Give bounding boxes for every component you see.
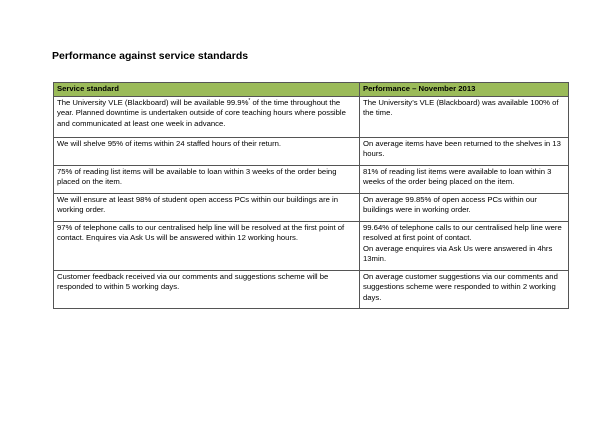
header-performance: Performance – November 2013 — [360, 83, 569, 97]
table-row — [54, 165, 569, 193]
table-row — [54, 193, 569, 221]
table-row — [54, 137, 569, 165]
standard-cell-pcs: We will ensure at least 98% of student open access PCs within our buildings are in working order. — [54, 193, 360, 221]
table-row — [54, 270, 569, 308]
performance-helpline-ask-us: On average enquires via Ask Us were answered in 4hrs 13min. — [363, 243, 553, 263]
standard-cell-vle — [54, 96, 360, 137]
table-row — [54, 221, 569, 270]
standard-text: The University VLE (Blackboard) will be available 99.9% — [57, 97, 249, 107]
performance-helpline-calls: 99.64% of telephone calls to our centralised help line were resolved at first point of contact. — [363, 222, 562, 242]
table-header-row — [54, 83, 569, 97]
performance-cell-reading-list: 81% of reading list items were available to loan within 3 weeks of the order being placed on the item. — [360, 165, 569, 193]
performance-cell-helpline — [360, 221, 569, 270]
performance-cell-pcs: On average 99.85% of open access PCs within our buildings were in working order. — [360, 193, 569, 221]
standard-cell-shelving: We will shelve 95% of items within 24 staffed hours of their return. — [54, 137, 360, 165]
performance-cell-shelving: On average items have been returned to the shelves in 13 hours. — [360, 137, 569, 165]
standard-cell-reading-list: 75% of reading list items will be available to loan within 3 weeks of the order being placed on the item. — [54, 165, 360, 193]
performance-cell-vle: The University’s VLE (Blackboard) was available 100% of the time. — [360, 96, 569, 137]
table-row — [54, 96, 569, 137]
footnote-marker: * — [248, 97, 251, 104]
service-standards-table — [53, 82, 569, 309]
standard-text-continued: of the time throughout the year. Planned downtime is undertaken outside of core teaching hours where possible and communicated at least one week in advance. — [57, 97, 346, 128]
standard-cell-helpline: 97% of telephone calls to our centralised help line will be resolved at the first point of contact. Enquires via Ask Us will be answered within 12 working hours. — [54, 221, 360, 270]
standard-cell-feedback: Customer feedback received via our comments and suggestions scheme will be responded to within 5 working days. — [54, 270, 360, 308]
page-title: Performance against service standards — [52, 50, 249, 62]
performance-cell-feedback: On average customer suggestions via our comments and suggestions scheme were responded to within 2 working days. — [360, 270, 569, 308]
header-service-standard: Service standard — [54, 83, 360, 97]
